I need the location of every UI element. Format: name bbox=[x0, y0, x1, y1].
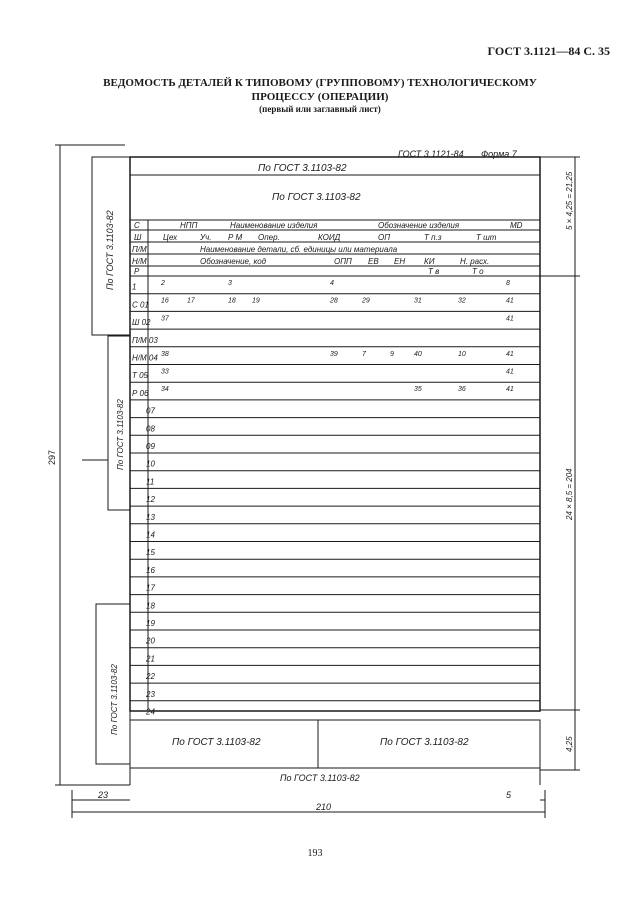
row-label: 14 bbox=[146, 530, 155, 540]
cell-number: 2 bbox=[161, 280, 165, 287]
row-label: 24 bbox=[146, 707, 155, 717]
document-code: ГОСТ 3.1121—84 С. 35 bbox=[487, 44, 610, 58]
svg-text:Н/М: Н/М bbox=[132, 257, 147, 266]
cell-number: 31 bbox=[414, 297, 422, 305]
gost-form-label: ГОСТ 3.1121-84 bbox=[398, 149, 464, 159]
dim-mid: 24 × 8,5 = 204 bbox=[565, 468, 574, 520]
cell-number: 41 bbox=[506, 386, 514, 394]
cell-number: 10 bbox=[458, 350, 466, 358]
svg-text:ОП: ОП bbox=[378, 233, 391, 242]
svg-text:Наименование изделия: Наименование изделия bbox=[230, 221, 318, 230]
dim-left: 23 bbox=[98, 790, 109, 800]
row-label: 13 bbox=[146, 512, 155, 522]
svg-text:ЕН: ЕН bbox=[394, 257, 406, 266]
row-label: 16 bbox=[146, 565, 155, 575]
row-label: С 01 bbox=[132, 300, 149, 310]
svg-text:Т п.з: Т п.з bbox=[424, 233, 442, 242]
svg-text:Р: Р bbox=[134, 267, 140, 276]
row-label: 15 bbox=[146, 548, 155, 558]
svg-text:ЕВ: ЕВ bbox=[368, 257, 379, 266]
cell-number: 35 bbox=[414, 386, 422, 394]
row-label: 1 bbox=[132, 282, 137, 292]
cell-number: 41 bbox=[506, 350, 514, 358]
row-label: 10 bbox=[146, 459, 155, 469]
row-label: 07 bbox=[146, 406, 155, 416]
row-label: 12 bbox=[146, 495, 155, 505]
cell-number: 38 bbox=[161, 350, 169, 358]
form-number: Форма 7 bbox=[481, 149, 517, 159]
svg-text:КОИД: КОИД bbox=[318, 233, 341, 242]
svg-text:Уч.: Уч. bbox=[200, 233, 212, 242]
side-ref-3: По ГОСТ 3.1103-82 bbox=[110, 664, 119, 735]
cell-number: 16 bbox=[161, 297, 169, 305]
row-label: 21 bbox=[146, 654, 155, 664]
svg-text:Р М: Р М bbox=[228, 233, 243, 242]
svg-text:Обозначение, код: Обозначение, код bbox=[200, 257, 267, 266]
subtitle: (первый или заглавный лист) bbox=[259, 104, 381, 114]
svg-text:Т в: Т в bbox=[428, 267, 440, 276]
side-ref-1: По ГОСТ 3.1103-82 bbox=[105, 210, 115, 290]
svg-text:ОПП: ОПП bbox=[334, 257, 352, 266]
cell-number: 28 bbox=[330, 297, 338, 305]
svg-text:Т шт: Т шт bbox=[476, 233, 497, 242]
svg-text:КИ: КИ bbox=[424, 257, 435, 266]
row-label: Р 06 bbox=[132, 388, 149, 398]
ref-main: По ГОСТ 3.1103-82 bbox=[272, 192, 361, 203]
title-line-1: ВЕДОМОСТЬ ДЕТАЛЕЙ К ТИПОВОМУ (ГРУППОВОМУ) ТЕХНОЛОГИЧЕСКОМУ bbox=[103, 77, 537, 89]
bottom-ref-left: По ГОСТ 3.1103-82 bbox=[172, 737, 261, 748]
ref-top: По ГОСТ 3.1103-82 bbox=[258, 163, 347, 174]
row-label: 19 bbox=[146, 619, 155, 628]
row-label: Ш 02 bbox=[132, 318, 151, 328]
cell-number: 7 bbox=[362, 350, 366, 358]
cell-number: 34 bbox=[161, 386, 169, 394]
cell-number: 36 bbox=[458, 386, 466, 394]
cell-number: 39 bbox=[330, 350, 338, 358]
cell-number: 8 bbox=[506, 280, 510, 287]
cell-number: 29 bbox=[362, 297, 370, 305]
dim-right: 5 bbox=[506, 790, 512, 800]
page-number: 193 bbox=[307, 848, 323, 859]
cell-number: 3 bbox=[228, 280, 232, 287]
cell-number: 32 bbox=[458, 297, 466, 305]
dim-width: 210 bbox=[316, 802, 332, 812]
svg-text:С: С bbox=[134, 221, 140, 230]
row-label: 08 bbox=[146, 424, 155, 434]
bottom-ref-right: По ГОСТ 3.1103-82 bbox=[380, 737, 469, 748]
title-line-2: ПРОЦЕССУ (ОПЕРАЦИИ) bbox=[251, 91, 389, 103]
svg-text:П/М: П/М bbox=[132, 245, 147, 254]
cell-number: 37 bbox=[161, 315, 169, 323]
row-label: Н/М 04 bbox=[132, 353, 158, 363]
svg-text:Ш: Ш bbox=[134, 233, 142, 242]
cell-number: 41 bbox=[506, 368, 514, 376]
cell-number: 41 bbox=[506, 297, 514, 305]
svg-text:Наименование детали, сб. едини: Наименование детали, сб. единицы или материала bbox=[200, 245, 398, 254]
cell-number: 19 bbox=[252, 297, 260, 305]
cell-number: 33 bbox=[161, 368, 169, 376]
svg-text:МD: МD bbox=[510, 221, 523, 230]
cell-number: 9 bbox=[390, 350, 394, 358]
row-label: 23 bbox=[146, 689, 155, 699]
bottom-ref: По ГОСТ 3.1103-82 bbox=[280, 773, 360, 783]
row-label: 17 bbox=[146, 583, 155, 593]
row-label: П/М 03 bbox=[132, 335, 158, 345]
svg-text:Н. расх.: Н. расх. bbox=[460, 257, 490, 266]
cell-number: 41 bbox=[506, 315, 514, 323]
row-label: 09 bbox=[146, 442, 155, 451]
row-label: 20 bbox=[146, 636, 155, 646]
svg-text:Обозначение изделия: Обозначение изделия bbox=[378, 221, 460, 230]
cell-number: 18 bbox=[228, 297, 236, 305]
row-label: 22 bbox=[146, 672, 155, 682]
svg-text:НПП: НПП bbox=[180, 221, 198, 230]
svg-text:Т о: Т о bbox=[472, 267, 484, 276]
cell-number: 40 bbox=[414, 350, 422, 358]
dim-top: 5 × 4,25 = 21,25 bbox=[565, 171, 574, 230]
row-label: 18 bbox=[146, 601, 155, 611]
cell-number: 17 bbox=[187, 297, 195, 305]
cell-number: 4 bbox=[330, 280, 334, 287]
dim-height: 297 bbox=[47, 449, 57, 465]
row-label: Т 05 bbox=[132, 371, 149, 381]
dim-bottom: 4,25 bbox=[565, 736, 574, 752]
svg-text:Опер.: Опер. bbox=[258, 233, 280, 242]
row-label: 11 bbox=[146, 477, 155, 487]
svg-text:Цех: Цех bbox=[163, 233, 178, 242]
side-ref-2: По ГОСТ 3.1103-82 bbox=[116, 399, 125, 470]
